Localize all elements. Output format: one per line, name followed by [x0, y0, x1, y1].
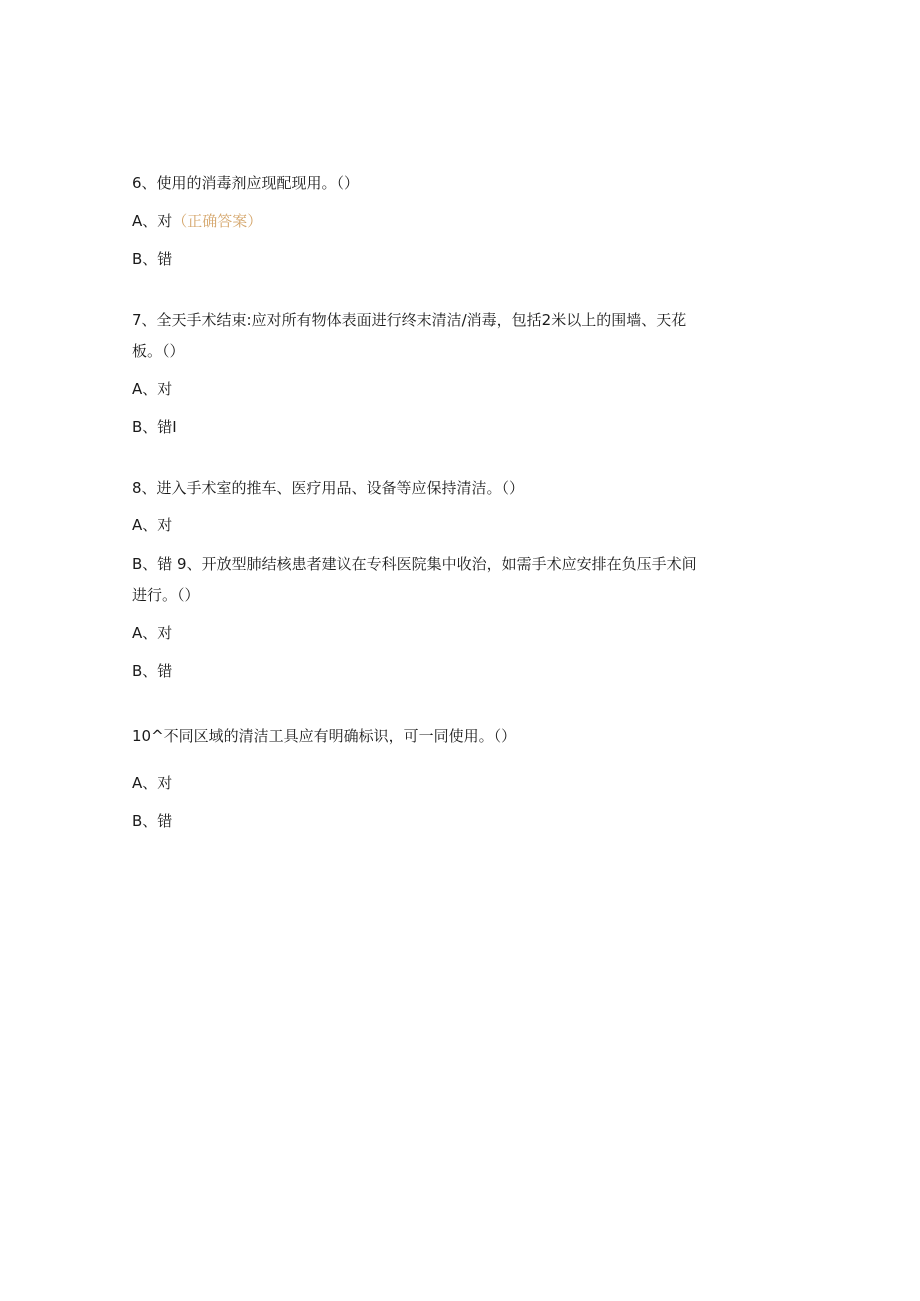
question-7-text-line1: 7、全天手术结束:应对所有物体表面进行终末清洁/消毒，包括2米以上的围墙、天花: [132, 311, 687, 329]
option-a-label: A、对: [132, 212, 173, 230]
question-6-text: 6、使用的消毒剂应现配现用。（）: [132, 174, 360, 192]
question-7-text-line2: 板。（）: [132, 342, 185, 360]
question-9-option-b[interactable]: B、错: [132, 662, 173, 680]
question-7-option-a[interactable]: A、对: [132, 380, 173, 398]
question-9-option-a[interactable]: A、对: [132, 624, 173, 642]
correct-answer-mark: （正确答案）: [172, 212, 263, 230]
question-8-option-a[interactable]: A、对: [132, 516, 173, 534]
question-8-text: 8、进入手术室的推车、医疗用品、设备等应保持清洁。（）: [132, 479, 525, 497]
question-10-option-b[interactable]: B、错: [132, 812, 173, 830]
question-6-option-a[interactable]: [132, 211, 262, 231]
question-9-text-line2: 进行。（）: [132, 586, 200, 604]
question-8-option-b-with-question-9[interactable]: B、错 9、开放型肺结核患者建议在专科医院集中收治，如需手术应安排在负压手术间: [132, 555, 697, 573]
question-7-option-b[interactable]: B、错I: [132, 418, 177, 436]
question-10-text: 10^不同区域的清洁工具应有明确标识，可一同使用。（）: [132, 727, 517, 745]
question-6-option-b[interactable]: B、错: [132, 250, 173, 268]
question-10-option-a[interactable]: A、对: [132, 774, 173, 792]
